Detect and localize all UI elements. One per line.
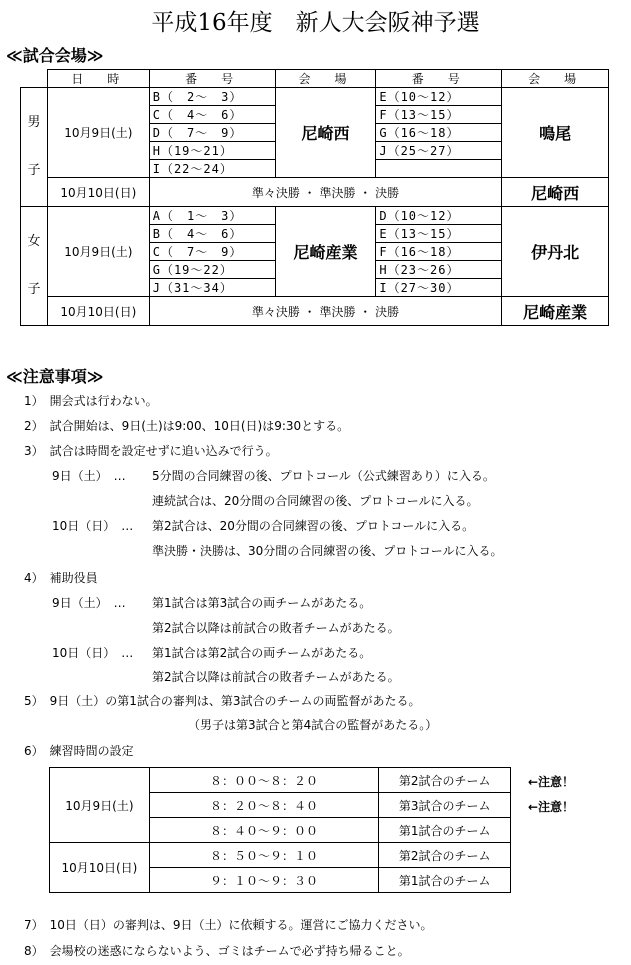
game-slot: B（ 2～ 3）: [149, 88, 275, 106]
note-4-day2-line1: 第1試合は第2試合の両チームがあたる。: [152, 646, 372, 660]
game-slot: I（27～30）: [376, 279, 502, 297]
boys-day2-row: [21, 178, 609, 207]
girls-day1-row: [21, 207, 609, 225]
game-slot: G（19～22）: [149, 261, 275, 279]
boys-label: 男 子: [21, 88, 48, 207]
practice-time: ８：４０～９：００: [149, 818, 378, 843]
game-slot: J（31～34）: [149, 279, 275, 297]
note-5-sub: （男子は第3試合と第4試合の監督があたる。）: [188, 718, 438, 732]
game-slot: D（ 7～ 9）: [149, 124, 275, 142]
note-3-day1-line2: 連続試合は、20分間の合同練習の後、プロトコールに入る。: [152, 494, 479, 508]
note-3: 3） 試合は時間を設定せずに追い込みで行う。: [24, 444, 278, 458]
note-2: 2） 試合開始は、9日(土)は9:00、10日(日)は9:30とする。: [24, 419, 350, 433]
note-8: 8） 会場校の迷惑にならないよう、ゴミはチームで必ず持ち帰ること。: [24, 944, 410, 958]
venue-section-heading: ≪試合会場≫: [6, 46, 104, 65]
note-5: 5） 9日（土）の第1試合の審判は、第3試合のチームの両監督があたる。: [24, 694, 421, 708]
girls-day2-venue: 尼崎産業: [502, 297, 609, 326]
note-3-day1-line1: 5分間の合同練習の後、プロトコール（公式練習あり）に入る。: [152, 469, 495, 483]
game-slot: E（13～15）: [376, 225, 502, 243]
game-slot: C（ 4～ 6）: [149, 106, 275, 124]
game-slot-empty: [376, 160, 502, 178]
practice-time: ８：２０～８：４０: [149, 793, 378, 818]
page-title: 平成16年度 新人大会阪神予選: [151, 10, 480, 36]
practice-team: 第1試合のチーム: [379, 868, 511, 893]
header-number: 番 号: [149, 70, 275, 88]
note-4-day2: 10日（日） …: [52, 646, 134, 660]
girls-day2-games: 準々決勝 ・ 準決勝 ・ 決勝: [149, 297, 501, 326]
header-venue: 会 場: [502, 70, 609, 88]
practice-table: [49, 767, 511, 893]
note-4-day1-line2: 第2試合以降は前試合の敗者チームがあたる。: [152, 621, 400, 635]
game-slot: A（ 1～ 3）: [149, 207, 275, 225]
game-slot: C（ 7～ 9）: [149, 243, 275, 261]
boys-day2-date: 10月10日(日): [47, 178, 149, 207]
header-venue: 会 場: [275, 70, 376, 88]
girls-left-venue: 尼崎産業: [275, 207, 376, 297]
practice-time: ９：１０～９：３０: [149, 868, 378, 893]
girls-day2-row: [21, 297, 609, 326]
note-7: 7） 10日（日）の審判は、9日（土）に依頼する。運営にご協力ください。: [24, 918, 433, 932]
note-3-day1: 9日（土） …: [52, 469, 126, 483]
game-slot: D（10～12）: [376, 207, 502, 225]
venue-table-header: [21, 70, 609, 88]
warning-note: ←注意！: [528, 775, 575, 789]
game-slot: F（16～18）: [376, 243, 502, 261]
practice-time: ８：００～８：２０: [149, 768, 378, 793]
practice-team: 第2試合のチーム: [379, 843, 511, 868]
practice-day1: 10月9日(土): [50, 768, 150, 843]
boys-day1-row: [21, 88, 609, 106]
boys-left-venue: 尼崎西: [275, 88, 376, 178]
note-3-day2-line2: 準決勝・決勝は、30分間の合同練習の後、プロトコールに入る。: [152, 544, 503, 558]
practice-row: [50, 768, 511, 793]
note-3-day2: 10日（日） …: [52, 519, 134, 533]
note-4-day2-line2: 第2試合以降は前試合の敗者チームがあたる。: [152, 670, 400, 684]
girls-day2-date: 10月10日(日): [47, 297, 149, 326]
note-4-day1-line1: 第1試合は第3試合の両チームがあたる。: [152, 596, 372, 610]
boys-day1-date: 10月9日(土): [47, 88, 149, 178]
boys-day2-venue: 尼崎西: [502, 178, 609, 207]
girls-label: 女 子: [21, 207, 48, 326]
game-slot: F（13～15）: [376, 106, 502, 124]
note-4: 4） 補助役員: [24, 571, 98, 585]
note-1: 1） 開会式は行わない。: [24, 394, 158, 408]
game-slot: E（10～12）: [376, 88, 502, 106]
girls-day1-date: 10月9日(土): [47, 207, 149, 297]
practice-row: [50, 843, 511, 868]
practice-team: 第3試合のチーム: [379, 793, 511, 818]
note-4-day1: 9日（土） …: [52, 596, 126, 610]
header-datetime: 日 時: [47, 70, 149, 88]
game-slot: B（ 4～ 6）: [149, 225, 275, 243]
warning-note: ←注意！: [528, 800, 575, 814]
boys-right-venue: 鳴尾: [502, 88, 609, 178]
game-slot: G（16～18）: [376, 124, 502, 142]
game-slot: H（23～26）: [376, 261, 502, 279]
header-number: 番 号: [376, 70, 502, 88]
boys-day2-games: 準々決勝 ・ 準決勝 ・ 決勝: [149, 178, 501, 207]
game-slot: J（25～27）: [376, 142, 502, 160]
practice-day2: 10月10日(日): [50, 843, 150, 893]
practice-team: 第1試合のチーム: [379, 818, 511, 843]
notes-section-heading: ≪注意事項≫: [6, 367, 104, 386]
practice-team: 第2試合のチーム: [379, 768, 511, 793]
note-3-day2-line1: 第2試合は、20分間の合同練習の後、プロトコールに入る。: [152, 519, 475, 533]
game-slot: I（22～24）: [149, 160, 275, 178]
girls-right-venue: 伊丹北: [502, 207, 609, 297]
note-6: 6） 練習時間の設定: [24, 744, 134, 758]
venue-table: [20, 69, 609, 326]
game-slot: H（19～21）: [149, 142, 275, 160]
practice-time: ８：５０～９：１０: [149, 843, 378, 868]
